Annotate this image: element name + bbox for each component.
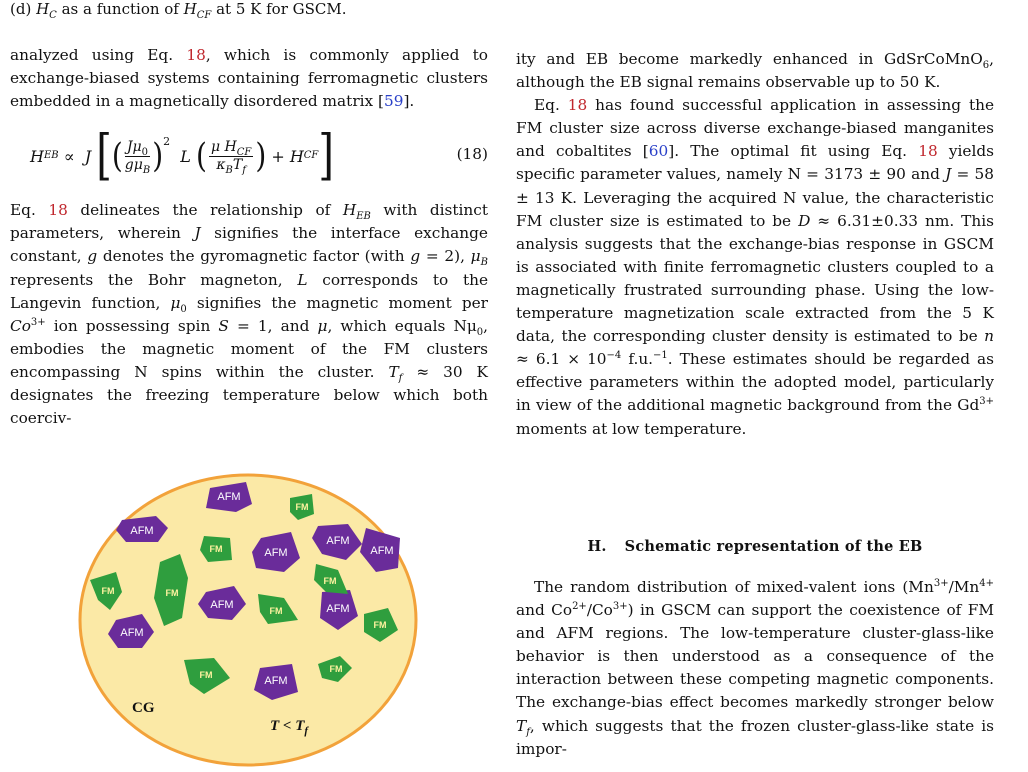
afm-label: AFM — [130, 525, 154, 537]
cg-label: CG — [132, 700, 155, 716]
afm-label: AFM — [120, 627, 144, 639]
afm-label: AFM — [370, 545, 394, 557]
equation-number: (18) — [456, 145, 488, 164]
fm-label: FM — [373, 620, 387, 630]
equation-ref-link[interactable]: 18 — [48, 201, 68, 220]
section-heading: H. Schematic representation of the EB — [587, 538, 923, 555]
right-paragraph-2: Eq. 18 has found successful application in assessing the FM cluster size across diverse exchange-biased manganites and cobaltites [60]. The optimal fit using Eq. 18 yields specific parameter values, namely N = 3173 ± 90 and J = 58 ± 13 K. Leveraging the acquired N value, the characteristic FM cluster size is estimated to be D ≈ 6.31±0.33 nm. This analysis suggests that the exchange-bias response in GSCM is associated with finite ferromagnetic clusters coupled to a magnetically frustrated surrounding phase. Using the low-temperature magnetization scale extracted from the 5 K data, the corresponding cluster density is estimated to be $n \approx 6.1 \times 10^{-4}$ f.u.$^{-1}$. These estimates should be regarded as effective parameters within the adopted model, particularly in view of the additional magnetic background from the $Gd^{3+}$ moments at low temperature. — [516, 96, 995, 438]
afm-label: AFM — [326, 535, 350, 547]
equation-ref-link[interactable]: 18 — [567, 96, 588, 115]
temperature-label: $T < T_f$ — [270, 718, 309, 737]
equation-body: H EB ∝ J [ ( $\frac{J\mu_0}{g\mu_B}$ ) $^2$ L ( $\frac{\mu H_{CF}}{\kappa_BT_f}$ ) + H CF ] — [30, 125, 334, 188]
cluster-glass-schematic — [76, 468, 422, 768]
fm-label: FM — [269, 606, 283, 616]
left-paragraph-1: analyzed using Eq. 18, which is commonly applied to exchange-biased systems containing ferromagnetic clusters embedded in a magnetically disordered matrix [59]. — [10, 46, 488, 111]
fm-label: FM — [209, 544, 223, 554]
afm-label: AFM — [217, 491, 241, 503]
right-column — [516, 48, 994, 441]
fm-label: FM — [199, 670, 213, 680]
left-column — [10, 44, 488, 430]
citation-link[interactable]: 60 — [648, 142, 669, 161]
fm-label: FM — [323, 576, 337, 586]
equation-ref-link[interactable]: 18 — [186, 46, 206, 64]
equation-ref-link[interactable]: 18 — [918, 142, 938, 161]
fm-label: FM — [329, 664, 343, 674]
right-column-lower — [516, 576, 994, 761]
left-paragraph-2: Eq. 18 delineates the relationship of $H_{EB}$ with distinct parameters, wherein J signifies the interface exchange constant, g denotes the gyromagnetic factor (with g = 2), $\mu_B$ represents the Bohr magneton, L corresponds to the Langevin function, $\mu_0$ signifies the magnetic moment per $Co^{3+}$ ion possessing spin S = 1, and μ, which equals $N\mu_0$, embodies the magnetic moment of the FM clusters encompassing N spins within the cluster. $T_f \approx 30$ K designates the freezing temperature below which both coerciv- — [10, 201, 489, 428]
fm-label: FM — [165, 588, 179, 598]
afm-label: AFM — [210, 599, 234, 611]
citation-link[interactable]: 59 — [383, 92, 404, 111]
afm-label: AFM — [264, 675, 288, 687]
fm-label: FM — [295, 502, 309, 512]
fm-label: FM — [101, 586, 115, 596]
right-paragraph-1: ity and EB become markedly enhanced in GdSrCoMnO$_6$, although the EB signal remains observable up to 50 K. — [516, 50, 994, 92]
right-paragraph-3: The random distribution of mixed-valent ions ($Mn^{3+}/Mn^{4+}$ and $Co^{2+}/Co^{3+}$) in GSCM can support the coexistence of FM and AFM regions. The low-temperature cluster-glass-like behavior is then understood as a consequence of the interaction between these competing magnetic components. The exchange-bias effect becomes markedly stronger below $T_f$, which suggests that the frozen cluster-glass-like state is impor- — [516, 577, 994, 758]
figure-caption-fragment: (d) $H_C$ as a function of $H_{CF}$ at 5 K for GSCM. — [10, 0, 347, 21]
afm-label: AFM — [326, 603, 350, 615]
equation-18 — [10, 121, 488, 191]
afm-label: AFM — [264, 547, 288, 559]
schematic-svg — [76, 468, 422, 768]
